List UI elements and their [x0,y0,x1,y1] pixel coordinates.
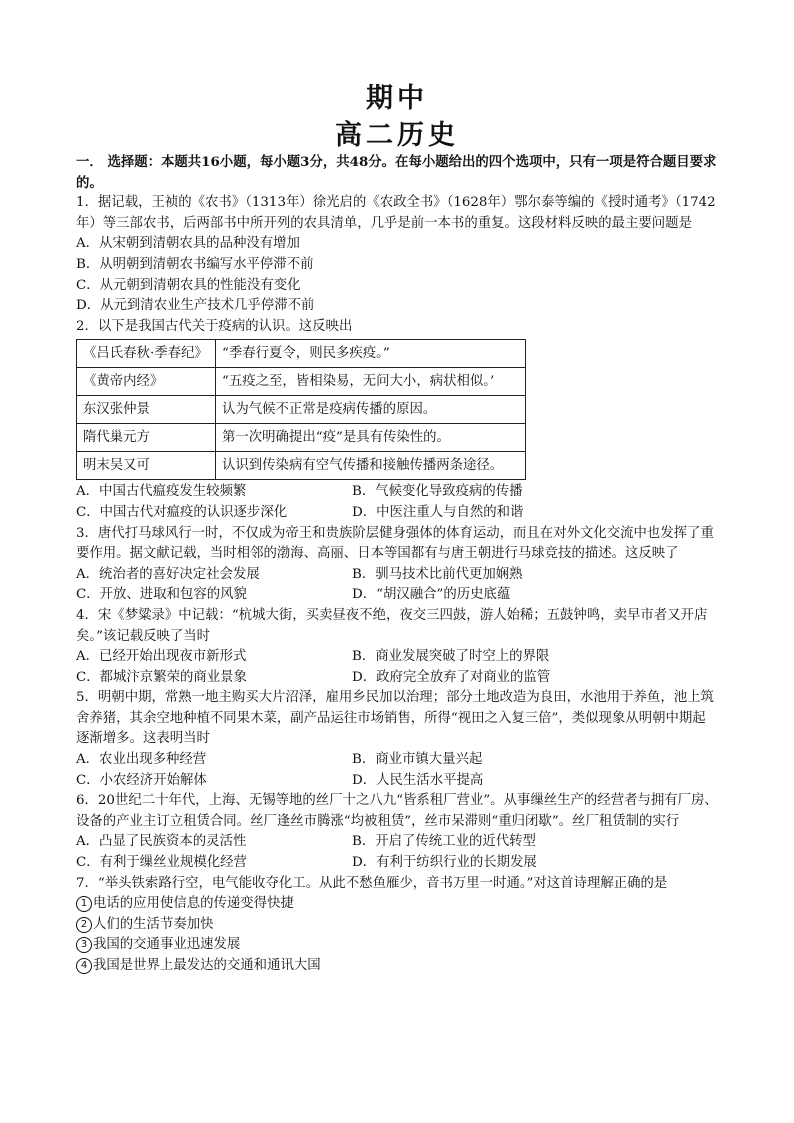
table-cell-content: 认识到传染病有空气传播和接触传播两条途径。 [216,452,526,480]
question-1-option-c: C．从元朝到清朝农具的性能没有变化 [76,277,301,293]
question-7-item-1 [76,894,718,915]
question-3-option-c: C．开放、进取和包容的风貌 [76,587,247,603]
question-2-options-row-2 [76,503,718,524]
question-5-option-c: C．小农经济开始解体 [76,772,207,788]
table-cell-source: 《吕氏春秋·季春纪》 [77,340,216,368]
question-2-option-a: A．中国古代瘟疫发生较频繁 [76,484,247,500]
table-row [77,452,526,480]
question-4-options-row-1 [76,647,718,668]
question-4-option-b: B．商业发展突破了时空上的界限 [352,649,550,665]
circled-number-icon: 1 [76,896,92,912]
question-7-item-text: 人们的生活节奏加快 [93,916,214,932]
question-5-stem: 5．明朝中期，常熟一地主购买大片沼泽，雇用乡民加以治理；部分土地改造为良田，水池用于养鱼，池上筑舍养猪，其余空地种植不同果木菜，副产品运往市场销售，所得“视田之入复三倍”，类似现象从明朝中期起逐渐增多。这表明当时 [76,690,714,747]
question-6-option-b: B．开启了传统工业的近代转型 [352,834,536,850]
table-row [77,340,526,368]
question-7-stem: 7．“举头铁索路行空，电气能收夺化工。从此不愁鱼雁少，音书万里一时通。”对这首诗理解正确的是 [76,875,668,891]
question-5-option-b: B．商业市镇大量兴起 [352,752,483,768]
question-5-option-d: D．人民生活水平提高 [352,772,484,788]
question-5-options-row-2 [76,771,718,792]
question-2-stem: 2．以下是我国古代关于疫病的认识。这反映出 [76,318,353,334]
question-1-option-d: D．从元到清农业生产技术几乎停滞不前 [76,298,315,314]
question-1-option-b: B．从明朝到清朝农书编写水平停滞不前 [76,256,314,272]
question-3-stem: 3．唐代打马球风行一时，不仅成为帝王和贵族阶层健身强体的体育运动，而且在对外文化交流中也发挥了重要作用。据文献记载，当时相邻的渤海、高丽、日本等国都有与唐王朝进行马球竞技的描述。这反映了 [76,525,714,562]
question-2-option-b: B．气候变化导致疫病的传播 [352,484,523,500]
question-3-option-b: B．驯马技术比前代更加娴熟 [352,566,523,582]
table-row [77,396,526,424]
exam-body [76,152,718,977]
question-7-item-2 [76,915,718,936]
question-6-option-c: C．有利于缫丝业规模化经营 [76,855,247,871]
question-7-item-text: 电话的应用使信息的传递变得快捷 [93,896,294,912]
question-6-stem: 6．20世纪二十年代，上海、无锡等地的丝厂十之八九“皆系租厂营业”。从事缫丝生产的经营者与拥有厂房、设备的产业主订立租赁合同。丝厂逢丝市腾涨“均被租赁”，丝市呆滞则“重归闭歇”。丝厂租赁制的实行 [76,793,718,829]
question-1-stem: 1．据记载，王祯的《农书》（1313年）徐光启的《农政全书》（1628年）鄂尔泰等编的《授时通考》（1742年）等三部农书，后两部书中所开列的农具清单，几乎是前一本书的重复。这段材料反映的最主要问题是 [76,195,716,231]
table-cell-content: “五疫之至，皆相染易，无问大小，病状相似。’ [216,368,526,396]
question-6-options-row-1 [76,832,718,853]
table-cell-content: 第一次明确提出“疫”是具有传染性的。 [216,424,526,452]
question-4-options-row-2 [76,668,718,689]
table-row [77,424,526,452]
question-4-option-c: C．都城汴京繁荣的商业景象 [76,669,247,685]
circled-number-icon: 3 [76,937,92,953]
circled-number-icon: 2 [76,917,92,933]
question-2-option-d: D．中医注重人与自然的和谐 [352,504,524,520]
question-4-stem: 4．宋《梦粱录》中记载：“杭城大街，买卖昼夜不绝，夜交三四鼓，游人始稀；五鼓钟鸣，卖早市者又开店矣。”该记载反映了当时 [76,607,708,644]
question-4-option-a: A．已经开始出现夜市新形式 [76,649,247,665]
question-7-item-text: 我国的交通事业迅速发展 [93,937,241,953]
question-1-option-a: A．从宋朝到清朝农具的品种没有增加 [76,236,300,252]
question-7-item-4 [76,956,718,977]
table-cell-source: 明末吴又可 [77,452,216,480]
table-cell-source: 东汉张仲景 [77,396,216,424]
question-2-options-row-1 [76,482,718,503]
question-5-option-a: A．农业出现多种经营 [76,752,207,768]
question-2-option-c: C．中国古代对瘟疫的认识逐步深化 [76,504,288,520]
question-3-options-row-2 [76,585,718,606]
question-3-options-row-1 [76,565,718,586]
page-subtitle: 高二历史 [335,120,459,151]
question-6-option-a: A．凸显了民族资本的灵活性 [76,834,247,850]
table-cell-content: 认为气候不正常是疫病传播的原因。 [216,396,526,424]
question-2-table [76,339,526,480]
question-3-option-d: D．“胡汉融合”的历史底蕴 [352,587,511,603]
table-cell-content: “季春行夏令，则民多疾疫。” [216,340,526,368]
table-cell-source: 《黄帝内经》 [77,368,216,396]
question-5-options-row-1 [76,750,718,771]
circled-number-icon: 4 [76,958,92,974]
table-row [77,368,526,396]
question-7-item-3 [76,935,718,956]
question-3-option-a: A．统治者的喜好决定社会发展 [76,566,260,582]
section-instructions: 一． 选择题：本题共16小题，每小题3分，共48分。在每小题给出的四个选项中，只有一项是符合题目要求的。 [76,154,717,191]
page-title: 期中 [366,83,428,114]
question-4-option-d: D．政府完全放弃了对商业的监管 [352,669,551,685]
question-6-option-d: D．有利于纺织行业的长期发展 [352,855,537,871]
question-7-item-text: 我国是世界上最发达的交通和通讯大国 [93,958,321,973]
table-cell-source: 隋代巢元方 [77,424,216,452]
question-6-options-row-2 [76,853,718,874]
